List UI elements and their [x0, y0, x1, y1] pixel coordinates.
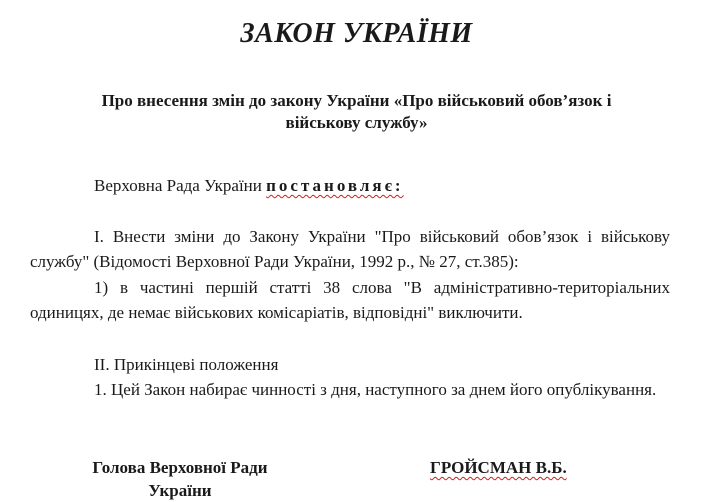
preamble-text: Верховна Рада України — [94, 176, 267, 195]
section-1-paragraph: І. Внести зміни до Закону України "Про військовий обов’язок і військову службу" (Відомості Верховної Ради України, 1992 р., № 27, ст.385): — [30, 227, 670, 271]
signature-position-line-2: України — [148, 481, 212, 500]
preamble-resolves: постановляє: — [266, 176, 404, 195]
item-2-paragraph: 1. Цей Закон набирає чинності з дня, наступного за днем його опублікування. — [94, 380, 657, 399]
subtitle-line-2: військову службу» — [285, 113, 428, 132]
signature-position-line-1: Голова Верховної Ради — [92, 458, 268, 477]
preamble-paragraph — [94, 173, 684, 198]
signature-position — [60, 456, 300, 502]
subtitle-line-1: Про внесення змін до закону України «Про військовий обов’язок і — [101, 91, 612, 110]
document-title: ЗАКОН УКРАЇНИ — [240, 18, 473, 49]
section-2-title: ІІ. Прикінцеві положення — [94, 355, 279, 374]
item-1-paragraph: 1) в частині першій статті 38 слова "В адміністративно-територіальних одиницях, де немає військових комісаріатів, відповідні" виключити. — [30, 278, 670, 322]
signature-name: ГРОЙСМАН В.Б. — [430, 458, 567, 477]
document-subtitle — [60, 90, 653, 134]
